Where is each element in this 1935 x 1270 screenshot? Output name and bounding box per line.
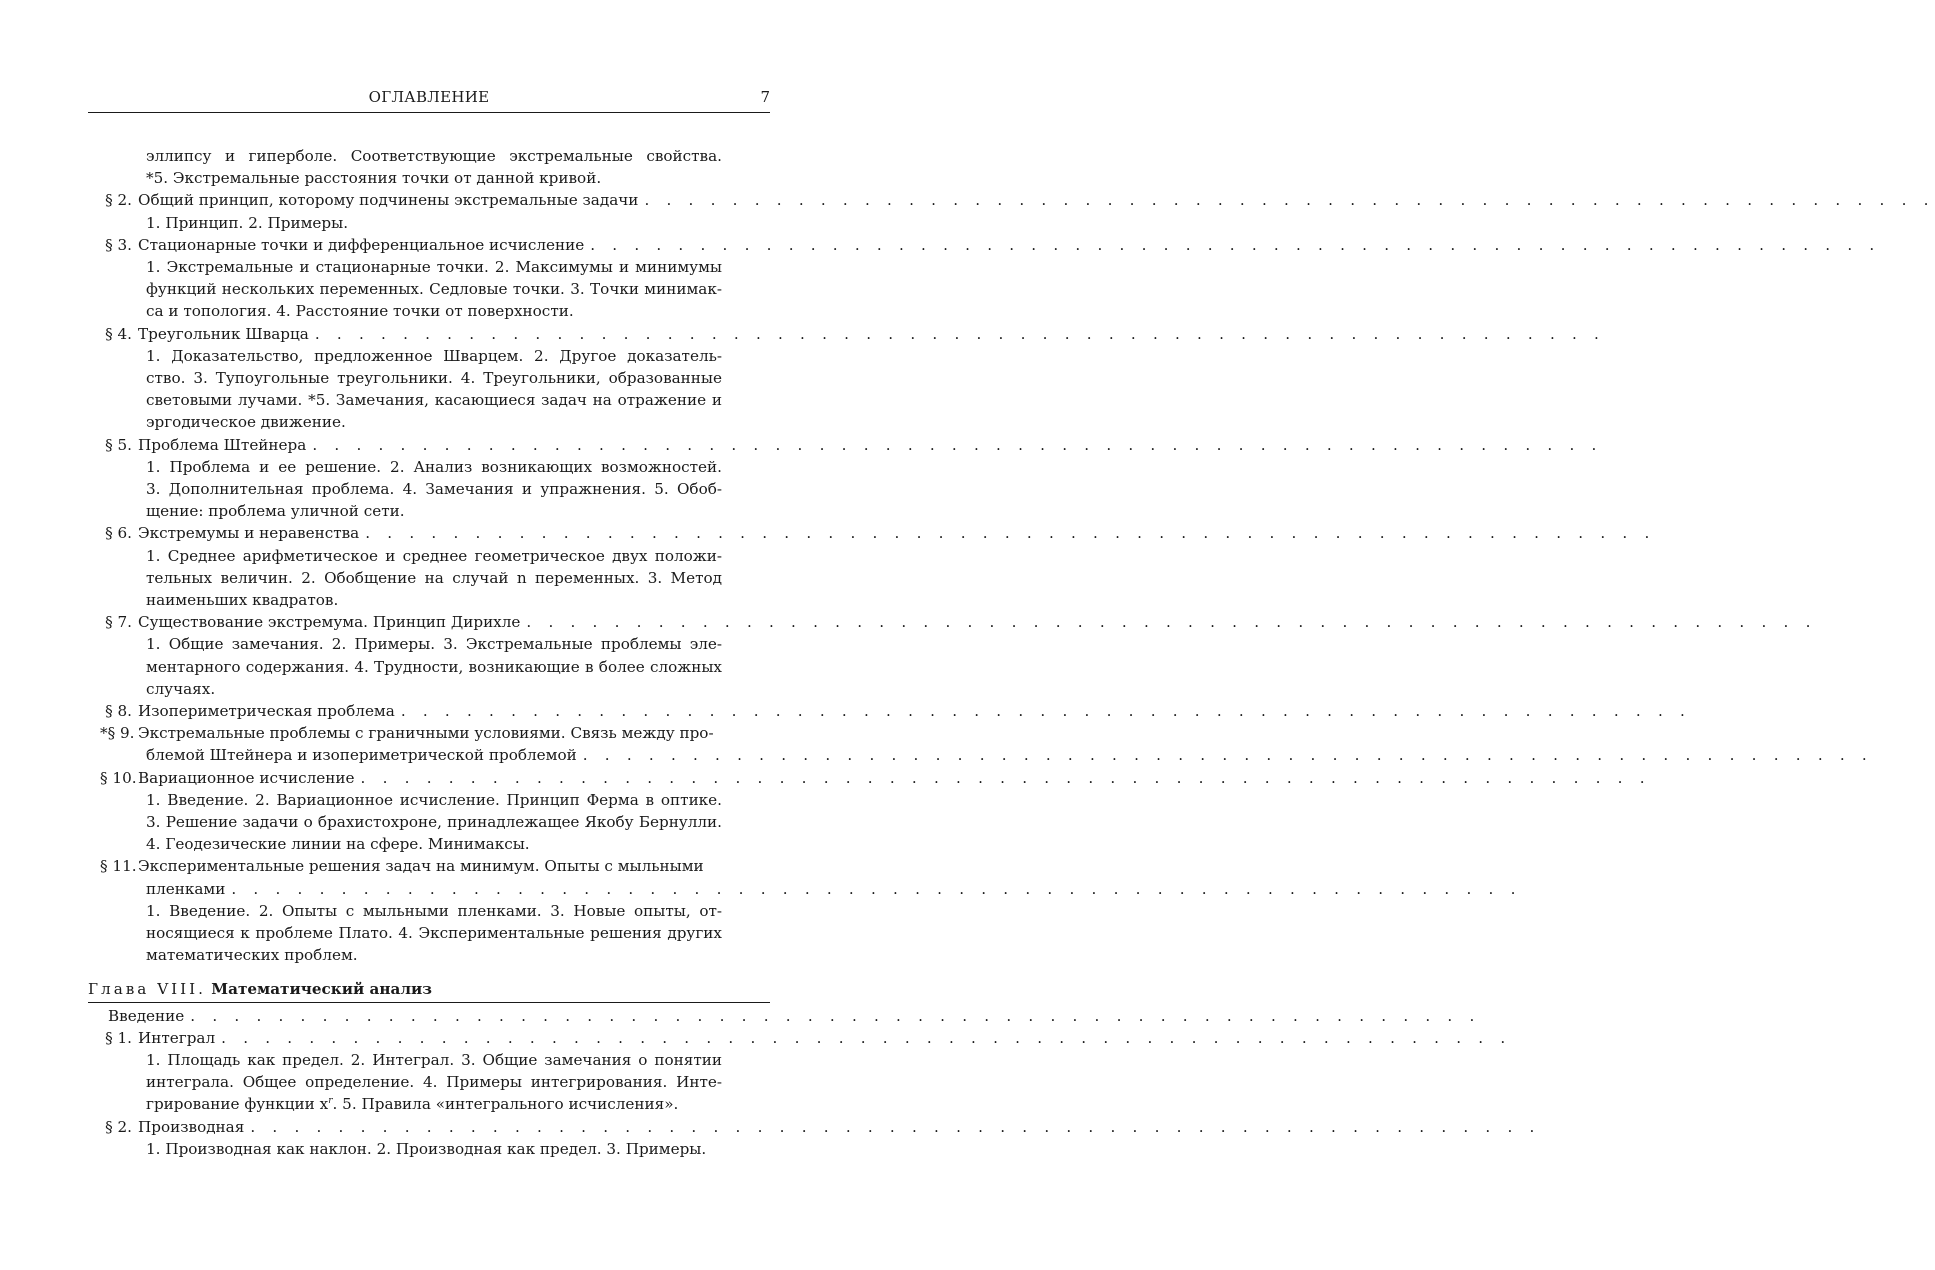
entry-description-line: 1. Площадь как предел. 2. Интеграл. 3. Общие замечания о понятии — [146, 1051, 722, 1069]
toc-entry — [100, 323, 1606, 345]
chapter-rule — [88, 1002, 770, 1003]
entry-description-line: функций нескольких переменных. Седловые точки. 3. Точки минимак- — [146, 280, 722, 299]
entry-description-line: случаях. — [146, 679, 216, 698]
entry-description-line: 3. Дополнительная проблема. 4. Замечания и упражнения. 5. Обоб- — [146, 480, 722, 498]
leader-dots: . . . . . . . . . . . . . . . . . . . . . . . . . . . . . . . . . . . . . . . . . . . . . . . . . . . . . . . . . . . — [526, 613, 1817, 632]
entry-description-line: ментарного содержания. 4. Трудности, возникающие в более сложных — [146, 657, 722, 676]
section-title: Интеграл — [138, 1028, 216, 1047]
leader-dots: . . . . . . . . . . . . . . . . . . . . . . . . . . . . . . . . . . . . . . . . . . . . . . . . . . . . . . . . . . . — [644, 191, 1935, 210]
toc-entry — [108, 1005, 1481, 1027]
entry-description-line: *5. Экстремальные расстояния точки от данной кривой. — [146, 169, 602, 188]
chapter-label: Глава VIII. — [88, 980, 206, 999]
toc-entry — [100, 1027, 1512, 1049]
section-title: Введение — [108, 1006, 185, 1025]
section-title: Стационарные точки и дифференциальное исчисление — [138, 235, 585, 254]
section-title: Треугольник Шварца — [138, 324, 309, 343]
leader-dots: . . . . . . . . . . . . . . . . . . . . . . . . . . . . . . . . . . . . . . . . . . . . . . . . . . . . . . . . . . . — [250, 1117, 1541, 1136]
page-number: 7 — [760, 88, 770, 106]
toc-entry — [100, 855, 722, 877]
section-title: Производная — [138, 1117, 245, 1136]
entry-description-line: тельных величин. 2. Обобщение на случай n переменных. 3. Метод — [146, 568, 722, 587]
leader-dots: . . . . . . . . . . . . . . . . . . . . . . . . . . . . . . . . . . . . . . . . . . . . . . . . . . . . . . . . . . . — [190, 1006, 1481, 1025]
toc-entry — [100, 1116, 1541, 1138]
superscript: r — [328, 1096, 333, 1107]
leader-dots: . . . . . . . . . . . . . . . . . . . . . . . . . . . . . . . . . . . . . . . . . . . . . . . . . . . . . . . . . . . — [582, 746, 1873, 765]
page-header — [88, 88, 770, 113]
section-number: § 1. — [105, 1028, 132, 1047]
entry-description-line: щение: проблема уличной сети. — [146, 502, 405, 521]
leader-dots: . . . . . . . . . . . . . . . . . . . . . . . . . . . . . . . . . . . . . . . . . . . . . . . . . . . . . . . . . . . — [360, 768, 1651, 787]
leader-dots: . . . . . . . . . . . . . . . . . . . . . . . . . . . . . . . . . . . . . . . . . . . . . . . . . . . . . . . . . . . — [590, 235, 1881, 254]
section-title: блемой Штейнера и изопериметрической проблемой — [146, 746, 577, 765]
section-title: Экстремумы и неравенства — [138, 524, 360, 543]
toc-entry-continued — [146, 878, 1522, 900]
section-title: Вариационное исчисление — [138, 768, 355, 787]
entry-description-line: 1. Принцип. 2. Примеры. — [146, 213, 349, 232]
entry-description-line: 4. Геодезические линии на сфере. Минимаксы. — [146, 835, 530, 854]
section-number: § 7. — [105, 613, 132, 632]
toc-entry — [100, 722, 722, 744]
leader-dots: . . . . . . . . . . . . . . . . . . . . . . . . . . . . . . . . . . . . . . . . . . . . . . . . . . . . . . . . . . . — [221, 1028, 1512, 1047]
entry-description-line: 3. Решение задачи о брахистохроне, принадлежащее Якобу Бернулли. — [146, 813, 722, 831]
section-title: Экстремальные проблемы с граничными условиями. Связь между про- — [138, 724, 714, 743]
entry-description-line: математических проблем. — [146, 946, 358, 965]
entry-description-line: световыми лучами. *5. Замечания, касающиеся задач на отражение и — [146, 391, 722, 410]
section-title: пленками — [146, 879, 226, 898]
toc-entry — [100, 434, 1603, 456]
toc-entry — [100, 700, 1692, 722]
entry-description-line: носящиеся к проблеме Плато. 4. Экспериментальные решения других — [146, 924, 722, 942]
section-number: § 10. — [100, 768, 137, 787]
leader-dots: . . . . . . . . . . . . . . . . . . . . . . . . . . . . . . . . . . . . . . . . . . . . . . . . . . . . . . . . . . . — [312, 435, 1603, 454]
running-title: ОГЛАВЛЕНИЕ — [368, 88, 490, 106]
entry-description-line: ство. 3. Тупоугольные треугольники. 4. Треугольники, образованные — [146, 369, 722, 387]
leader-dots: . . . . . . . . . . . . . . . . . . . . . . . . . . . . . . . . . . . . . . . . . . . . . . . . . . . . . . . . . . . — [231, 879, 1522, 898]
toc-entry — [100, 611, 1817, 633]
entry-description-line: са и топология. 4. Расстояние точки от поверхности. — [146, 302, 574, 321]
entry-description-line: 1. Общие замечания. 2. Примеры. 3. Экстремальные проблемы эле- — [146, 635, 722, 654]
section-title: Проблема Штейнера — [138, 435, 307, 454]
entry-description-line: интеграла. Общее определение. 4. Примеры интегрирования. Инте- — [146, 1073, 722, 1092]
section-number: § 2. — [105, 1117, 132, 1136]
section-number: § 5. — [105, 435, 132, 454]
entry-description-line: 1. Введение. 2. Опыты с мыльными пленками. 3. Новые опыты, от- — [146, 901, 722, 920]
entry-description-line: 1. Доказательство, предложенное Шварцем. 2. Другое доказатель- — [146, 346, 722, 365]
section-number: § 2. — [105, 191, 132, 210]
section-number: § 6. — [105, 524, 132, 543]
entry-description-line: эргодическое движение. — [146, 413, 346, 432]
entry-description-line: 1. Среднее арифметическое и среднее геометрическое двух положи- — [146, 546, 722, 565]
section-title: Существование экстремума. Принцип Дирихле — [138, 613, 521, 632]
section-number: § 3. — [105, 235, 132, 254]
entry-description-line: 1. Экстремальные и стационарные точки. 2. Максимумы и минимумы — [146, 258, 722, 276]
entry-description-line: наименьших квадратов. — [146, 591, 339, 609]
section-title: Экспериментальные решения задач на минимум. Опыты с мыльными — [138, 857, 704, 876]
section-number: § 11. — [100, 857, 137, 876]
description-text: грирование функции x — [146, 1095, 329, 1114]
section-number: *§ 9. — [100, 724, 135, 743]
section-number: § 8. — [105, 702, 132, 720]
leader-dots: . . . . . . . . . . . . . . . . . . . . . . . . . . . . . . . . . . . . . . . . . . . . . . . . . . . . . . . . . . . — [400, 702, 1692, 720]
section-title: Изопериметрическая проблема — [138, 702, 395, 720]
chapter-heading — [88, 978, 708, 1000]
leader-dots: . . . . . . . . . . . . . . . . . . . . . . . . . . . . . . . . . . . . . . . . . . . . . . . . . . . . . . . . . . . — [314, 324, 1606, 343]
entry-description-line: 1. Проблема и ее решение. 2. Анализ возникающих возможностей. — [146, 457, 722, 476]
entry-description-line: 1. Введение. 2. Вариационное исчисление. Принцип Ферма в оптике. — [146, 790, 722, 809]
chapter-title: Математический анализ — [206, 980, 432, 999]
entry-description-line: 1. Производная как наклон. 2. Производная как предел. 3. Примеры. — [146, 1139, 707, 1158]
toc-entry — [100, 522, 1656, 544]
description-text: . 5. Правила «интегрального исчисления». — [332, 1095, 679, 1114]
entry-description-line — [146, 1093, 722, 1115]
toc-entry — [100, 234, 1881, 256]
leader-dots: . . . . . . . . . . . . . . . . . . . . . . . . . . . . . . . . . . . . . . . . . . . . . . . . . . . . . . . . . . . — [365, 524, 1656, 543]
section-number: § 4. — [105, 324, 132, 343]
toc-entry-continued — [146, 744, 1873, 766]
section-title: Общий принцип, которому подчинены экстремальные задачи — [138, 191, 639, 210]
toc-entry — [100, 767, 1651, 789]
entry-description-line: эллипсу и гиперболе. Соответствующие экстремальные свойства. — [146, 147, 722, 165]
toc-entry — [100, 189, 1935, 211]
